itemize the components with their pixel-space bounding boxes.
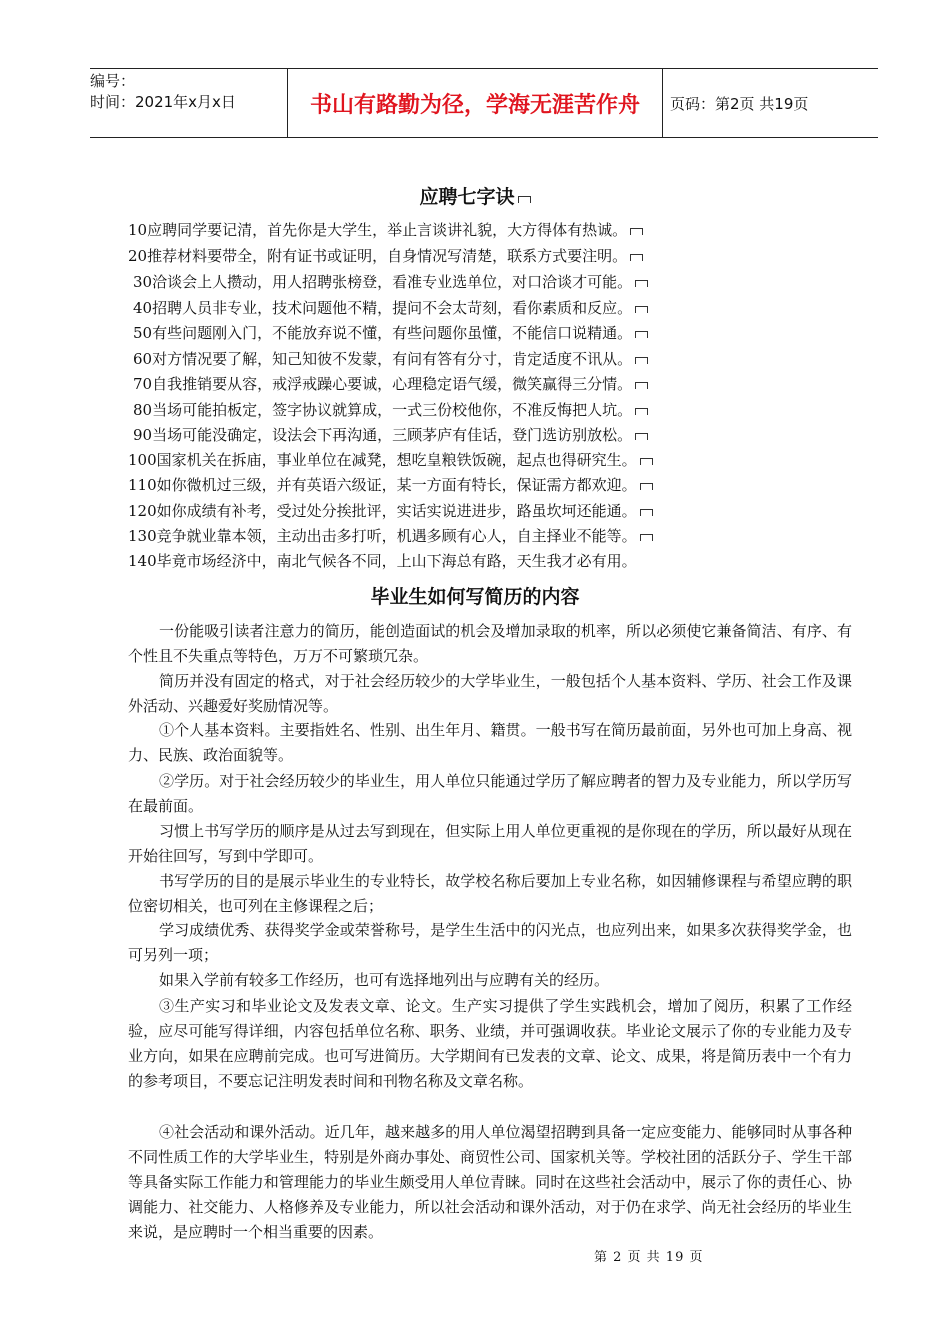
poem-line-text: 60对方情况要了解，知己知彼不发蒙，有问有答有分寸，肯定适度不讯从。 — [133, 350, 633, 368]
poem-line-text: 100国家机关在拆庙，事业单位在减凳，想吃皇粮铁饭碗，起点也得研究生。 — [128, 451, 637, 469]
article-paragraph: 一份能吸引读者注意力的简历，能创造面试的机会及增加录取的机率，所以必须使它兼备简洁、有序、有个性且不失重点等特色，万万不可繁琐冗杂。 — [128, 622, 852, 665]
article-paragraph: 书写学历的目的是展示毕业生的专业特长，故学校名称后要加上专业名称，如因辅修课程与希望应聘的职位密切相关，也可列在主修课程之后； — [128, 872, 852, 915]
poem-line-text: 110如你微机过三级，并有英语六级证，某一方面有特长，保证需方都欢迎。 — [128, 476, 637, 494]
return-mark-icon — [518, 196, 531, 203]
page-footer: 第 2 页 共 19 页 — [594, 1250, 704, 1265]
return-mark-icon — [635, 306, 648, 313]
article-paragraph: 习惯上书写学历的顺序是从过去写到现在，但实际上用人单位更重视的是你现在的学历，所以最好从现在开始往回写，写到中学即可。 — [128, 822, 852, 865]
return-mark-icon — [640, 509, 653, 516]
poem-line-text: 130竞争就业靠本领，主动出击多打听，机遇多顾有心人，自主择业不能等。 — [128, 527, 637, 545]
poem-line — [128, 449, 653, 470]
time-label: 时间：2021年x月x日 — [90, 93, 236, 111]
poem-line-text: 90当场可能没确定，设法会下再沟通，三顾茅庐有佳话，登门选访别放松。 — [133, 426, 633, 444]
header-meta — [90, 69, 287, 139]
poem-line — [133, 297, 648, 318]
poem-line-text: 20推荐材料要带全，附有证书或证明，自身情况写清楚，联系方式要注明。 — [128, 247, 628, 265]
poem-line — [133, 424, 648, 445]
poem-line-text: 10应聘同学要记清，首先你是大学生，举止言谈讲礼貌，大方得体有热诚。 — [128, 221, 628, 239]
article-paragraph: ②学历。对于社会经历较少的毕业生，用人单位只能通过学历了解应聘者的智力及专业能力，所以学历写在最前面。 — [128, 772, 852, 815]
header-page-label: 页码：第2页 共19页 — [670, 94, 809, 113]
header-motto: 书山有路勤为径，学海无涯苦作舟 — [287, 69, 663, 137]
poem-line-text: 120如你成绩有补考，受过处分挨批评，实话实说进进步，路虽坎坷还能通。 — [128, 502, 637, 520]
poem-line — [128, 525, 653, 546]
return-mark-icon — [635, 382, 648, 389]
article-title: 毕业生如何写简历的内容 — [370, 586, 580, 608]
poem-title — [0, 182, 950, 209]
poem-line-text: 140毕竟市场经济中，南北气候各不同，上山下海总有路，天生我才必有用。 — [128, 552, 637, 570]
poem-line-text: 70自我推销要从容，戒浮戒躁心要诚，心理稳定语气缓，微笑赢得三分情。 — [133, 375, 633, 393]
poem-line-text: 80当场可能拍板定，签字协议就算成，一式三份校他你，不准反悔把人坑。 — [133, 401, 633, 419]
return-mark-icon — [635, 433, 648, 440]
page-header — [90, 68, 878, 138]
return-mark-icon — [635, 357, 648, 364]
article-paragraph: 如果入学前有较多工作经历，也可有选择地列出与应聘有关的经历。 — [159, 971, 610, 989]
return-mark-icon — [640, 458, 653, 465]
poem-line — [133, 373, 648, 394]
poem-line — [128, 219, 643, 240]
return-mark-icon — [635, 331, 648, 338]
article-paragraph: ③生产实习和毕业论文及发表文章、论文。生产实习提供了学生实践机会，增加了阅历，积累了工作经验，应尽可能写得详细，内容包括单位名称、职务、业绩，并可强调收获。毕业论文展示了你的专业能力及专业方向，如果在应聘前完成。也可写进简历。大学期间有已发表的文章、论文、成果，将是简历表中一个有力的参考项目，不要忘记注明发表时间和刊物名称及文章名称。 — [128, 997, 852, 1090]
poem-line — [128, 245, 643, 266]
code-label: 编号： — [90, 72, 136, 90]
return-mark-icon — [640, 483, 653, 490]
return-mark-icon — [635, 408, 648, 415]
article-paragraph: ①个人基本资料。主要指姓名、性别、出生年月、籍贯。一般书写在简历最前面，另外也可加上身高、视力、民族、政治面貌等。 — [128, 721, 852, 764]
return-mark-icon — [630, 228, 643, 235]
return-mark-icon — [640, 534, 653, 541]
poem-line-text: 30洽谈会上人攒动，用人招聘张榜登，看准专业选单位，对口洽谈才可能。 — [133, 273, 633, 291]
poem-line — [133, 399, 648, 420]
poem-line-text: 50有些问题刚入门，不能放弃说不懂，有些问题你虽懂，不能信口说精通。 — [133, 324, 633, 342]
poem-line — [128, 474, 653, 495]
poem-line — [133, 322, 648, 343]
poem-line — [128, 550, 637, 571]
return-mark-icon — [630, 254, 643, 261]
return-mark-icon — [635, 280, 648, 287]
article-paragraph: 学习成绩优秀、获得奖学金或荣誉称号，是学生生活中的闪光点，也应列出来，如果多次获得奖学金，也可另列一项； — [128, 921, 852, 964]
article-paragraph: ④社会活动和课外活动。近几年，越来越多的用人单位渴望招聘到具备一定应变能力、能够同时从事各种不同性质工作的大学毕业生，特别是外商办事处、商贸性公司、国家机关等。学校社团的活跃分子、学生干部等具备实际工作能力和管理能力的毕业生颇受用人单位青睐。同时在这些社会活动中，展示了你的责任心、协调能力、社交能力、人格修养及专业能力，所以社会活动和课外活动，对于仍在求学、尚无社会经历的毕业生来说，是应聘时一个相当重要的因素。 — [128, 1123, 852, 1241]
poem-line — [133, 271, 648, 292]
poem-line-text: 40招聘人员非专业，技术问题他不精，提问不会太苛刻，看你素质和反应。 — [133, 299, 633, 317]
poem-title-text: 应聘七字诀 — [419, 186, 515, 208]
article-paragraph: 简历并没有固定的格式，对于社会经历较少的大学毕业生，一般包括个人基本资料、学历、社会工作及课外活动、兴趣爱好奖励情况等。 — [128, 672, 852, 715]
poem-line — [133, 348, 648, 369]
poem-line — [128, 500, 653, 521]
